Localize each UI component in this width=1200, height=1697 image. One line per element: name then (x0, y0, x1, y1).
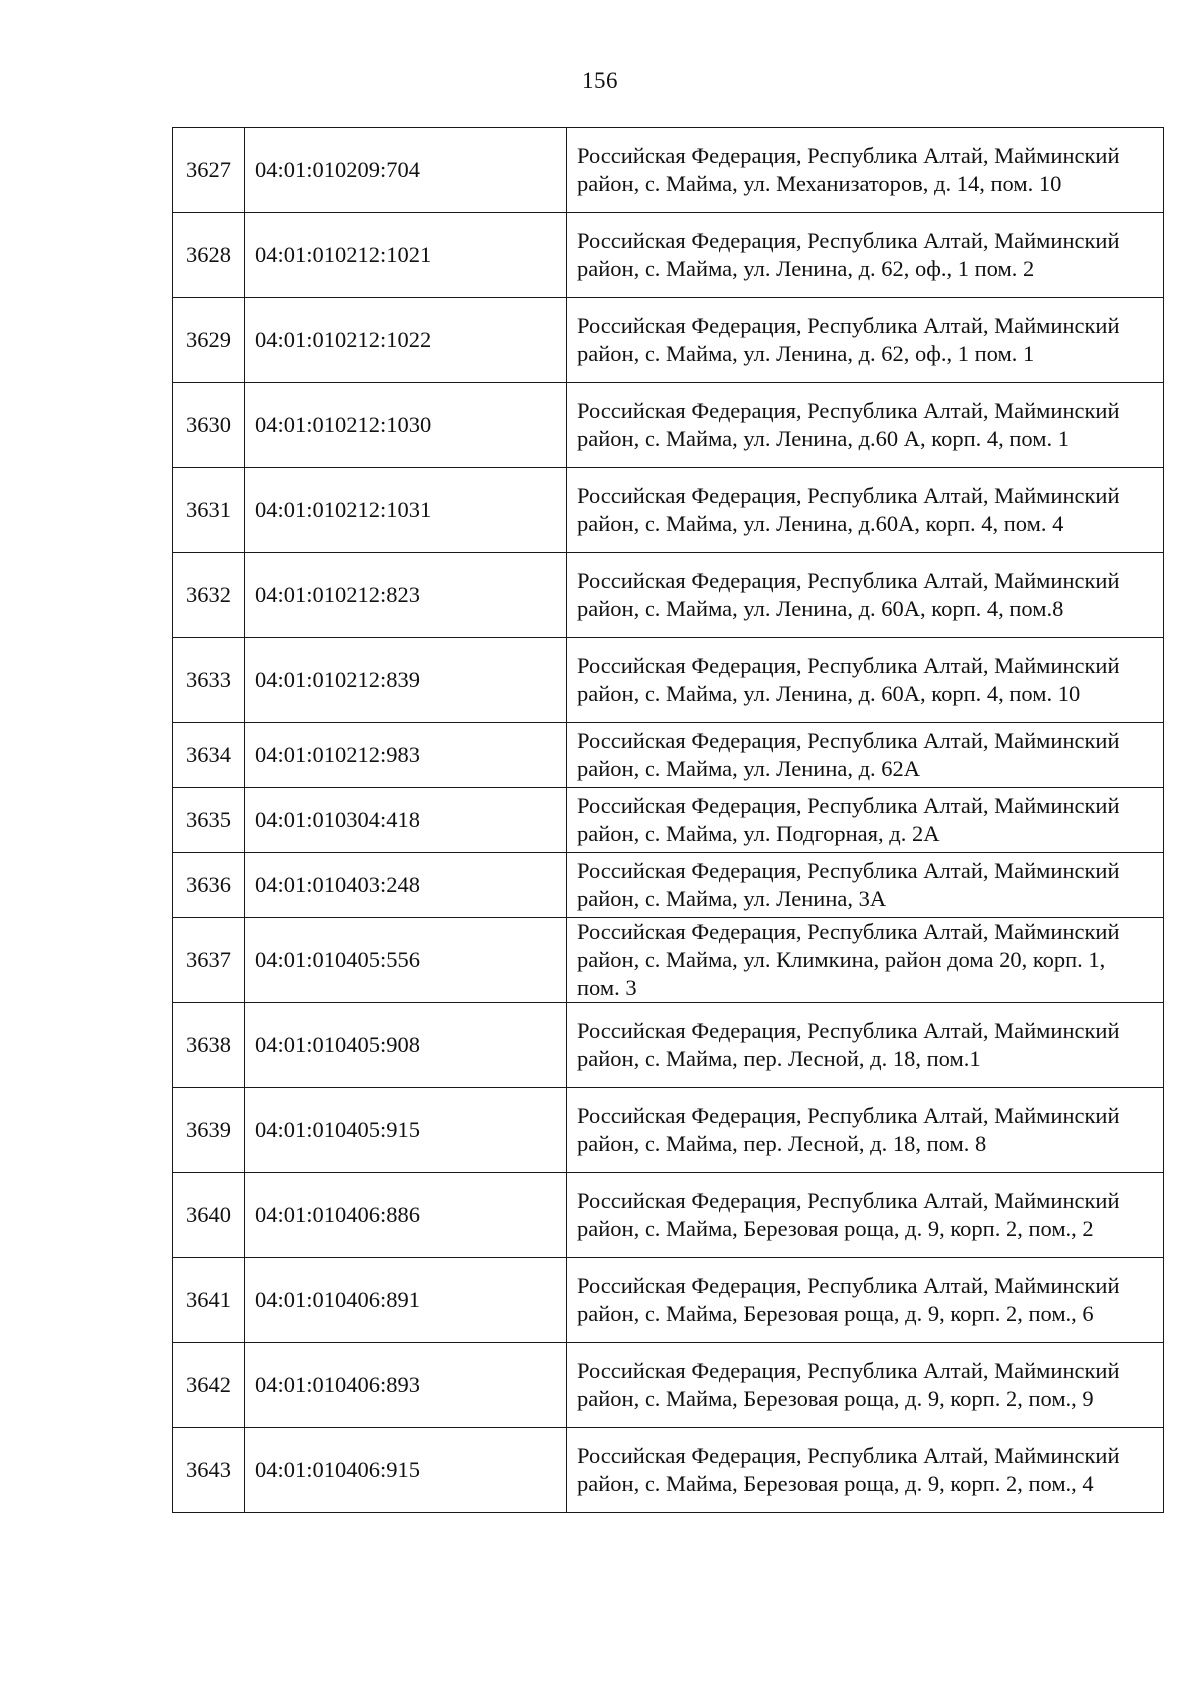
address-cell: Российская Федерация, Республика Алтай, Майминский район, с. Майма, Березовая роща, д. 9, корп. 2, пом., 2 (567, 1173, 1164, 1258)
cadastral-number-cell: 04:01:010212:1021 (245, 213, 567, 298)
row-number-cell: 3628 (173, 213, 245, 298)
row-number-cell: 3635 (173, 788, 245, 853)
table-row (173, 298, 1164, 383)
table-row (173, 918, 1164, 1003)
row-number-cell: 3637 (173, 918, 245, 1003)
cadastral-number-cell: 04:01:010212:1031 (245, 468, 567, 553)
cadastral-number-cell: 04:01:010212:1022 (245, 298, 567, 383)
cadastral-number-cell: 04:01:010406:893 (245, 1343, 567, 1428)
cadastral-number-cell: 04:01:010405:556 (245, 918, 567, 1003)
address-cell: Российская Федерация, Республика Алтай, Майминский район, с. Майма, ул. Ленина, д.60А, корп. 4, пом. 4 (567, 468, 1164, 553)
cadastral-number-cell: 04:01:010403:248 (245, 853, 567, 918)
table-row (173, 1428, 1164, 1513)
row-number-cell: 3636 (173, 853, 245, 918)
address-cell: Российская Федерация, Республика Алтай, Майминский район, с. Майма, ул. Ленина, 3А (567, 853, 1164, 918)
table-row (173, 853, 1164, 918)
address-cell: Российская Федерация, Республика Алтай, Майминский район, с. Майма, Березовая роща, д. 9, корп. 2, пом., 6 (567, 1258, 1164, 1343)
address-cell: Российская Федерация, Республика Алтай, Майминский район, с. Майма, ул. Ленина, д. 60А, корп. 4, пом.8 (567, 553, 1164, 638)
cadastral-number-cell: 04:01:010212:839 (245, 638, 567, 723)
address-cell: Российская Федерация, Республика Алтай, Майминский район, с. Майма, ул. Ленина, д. 62А (567, 723, 1164, 788)
row-number-cell: 3627 (173, 128, 245, 213)
address-cell: Российская Федерация, Республика Алтай, Майминский район, с. Майма, ул. Климкина, район дома 20, корп. 1, пом. 3 (567, 918, 1164, 1003)
row-number-cell: 3632 (173, 553, 245, 638)
cadastral-number-cell: 04:01:010406:886 (245, 1173, 567, 1258)
address-cell: Российская Федерация, Республика Алтай, Майминский район, с. Майма, Березовая роща, д. 9, корп. 2, пом., 4 (567, 1428, 1164, 1513)
row-number-cell: 3634 (173, 723, 245, 788)
row-number-cell: 3641 (173, 1258, 245, 1343)
table-row (173, 1003, 1164, 1088)
cadastral-number-cell: 04:01:010406:915 (245, 1428, 567, 1513)
page-number: 156 (582, 68, 618, 93)
row-number-cell: 3639 (173, 1088, 245, 1173)
cadastral-number-cell: 04:01:010212:823 (245, 553, 567, 638)
table-row (173, 1258, 1164, 1343)
row-number-cell: 3642 (173, 1343, 245, 1428)
cadastral-number-cell: 04:01:010405:908 (245, 1003, 567, 1088)
cadastral-number-cell: 04:01:010209:704 (245, 128, 567, 213)
cadastral-number-cell: 04:01:010406:891 (245, 1258, 567, 1343)
row-number-cell: 3630 (173, 383, 245, 468)
row-number-cell: 3633 (173, 638, 245, 723)
table-row (173, 128, 1164, 213)
table-row (173, 788, 1164, 853)
address-cell: Российская Федерация, Республика Алтай, Майминский район, с. Майма, ул. Ленина, д. 60А, корп. 4, пом. 10 (567, 638, 1164, 723)
row-number-cell: 3643 (173, 1428, 245, 1513)
table-row (173, 383, 1164, 468)
row-number-cell: 3629 (173, 298, 245, 383)
cadastral-number-cell: 04:01:010212:1030 (245, 383, 567, 468)
table-row (173, 1343, 1164, 1428)
address-cell: Российская Федерация, Республика Алтай, Майминский район, с. Майма, ул. Подгорная, д. 2А (567, 788, 1164, 853)
table-row (173, 213, 1164, 298)
address-cell: Российская Федерация, Республика Алтай, Майминский район, с. Майма, ул. Ленина, д.60 А, корп. 4, пом. 1 (567, 383, 1164, 468)
property-registry-table (172, 127, 1164, 1513)
table-row (173, 1173, 1164, 1258)
row-number-cell: 3631 (173, 468, 245, 553)
address-cell: Российская Федерация, Республика Алтай, Майминский район, с. Майма, ул. Механизаторов, д. 14, пом. 10 (567, 128, 1164, 213)
table-row (173, 723, 1164, 788)
cadastral-number-cell: 04:01:010212:983 (245, 723, 567, 788)
address-cell: Российская Федерация, Республика Алтай, Майминский район, с. Майма, Березовая роща, д. 9, корп. 2, пом., 9 (567, 1343, 1164, 1428)
registry-table-body (173, 128, 1164, 1513)
address-cell: Российская Федерация, Республика Алтай, Майминский район, с. Майма, пер. Лесной, д. 18, пом.1 (567, 1003, 1164, 1088)
row-number-cell: 3640 (173, 1173, 245, 1258)
address-cell: Российская Федерация, Республика Алтай, Майминский район, с. Майма, ул. Ленина, д. 62, оф., 1 пом. 1 (567, 298, 1164, 383)
row-number-cell: 3638 (173, 1003, 245, 1088)
table-row (173, 1088, 1164, 1173)
table-row (173, 468, 1164, 553)
address-cell: Российская Федерация, Республика Алтай, Майминский район, с. Майма, ул. Ленина, д. 62, оф., 1 пом. 2 (567, 213, 1164, 298)
address-cell: Российская Федерация, Республика Алтай, Майминский район, с. Майма, пер. Лесной, д. 18, пом. 8 (567, 1088, 1164, 1173)
cadastral-number-cell: 04:01:010304:418 (245, 788, 567, 853)
table-row (173, 553, 1164, 638)
cadastral-number-cell: 04:01:010405:915 (245, 1088, 567, 1173)
table-row (173, 638, 1164, 723)
